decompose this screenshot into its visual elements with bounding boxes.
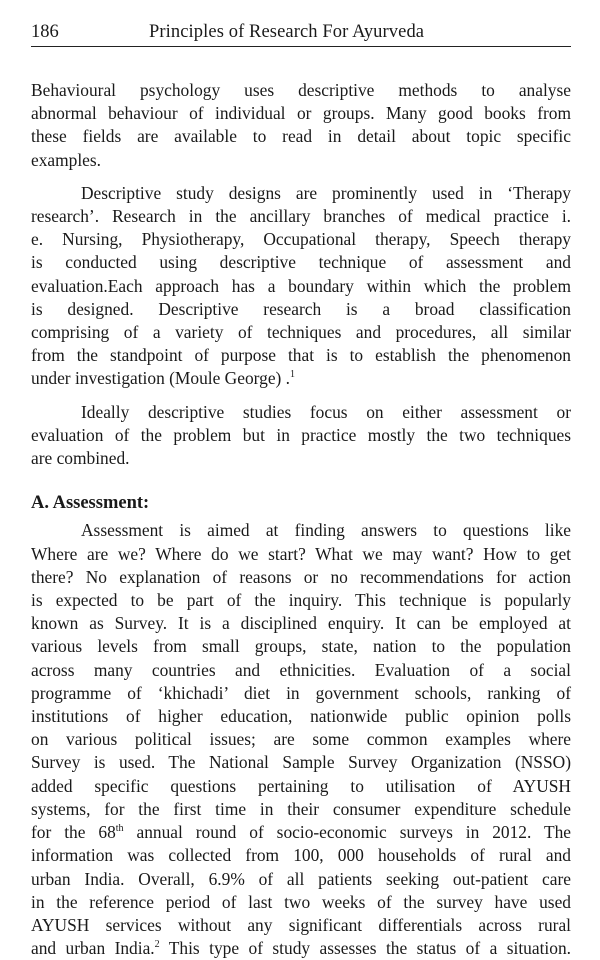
text-line: in the reference period of last two weeks of the survey have used [31, 891, 571, 912]
text-line: various levels from small groups, state, nation to the population [31, 636, 571, 657]
text-line [31, 937, 571, 960]
page [31, 18, 571, 960]
text-line: comprising of a variety of techniques and procedures, all similar [31, 322, 571, 343]
paragraph-descriptive-designs [31, 182, 571, 391]
text-line: Ideally descriptive studies focus on either assessment or [81, 401, 571, 422]
text-line: programme of ‘khichadi’ diet in government schools, ranking of [31, 682, 571, 703]
text-line: systems, for the first time in their consumer expenditure schedule [31, 798, 571, 819]
text-line: Descriptive study designs are prominently used in ‘Therapy [81, 182, 571, 203]
text-line: are combined. [31, 448, 130, 469]
text-line: Behavioural psychology uses descriptive methods to analyse [31, 80, 571, 100]
paragraph-assessment [31, 519, 571, 960]
text-line [31, 367, 571, 390]
text-line: evaluation.Each approach has a boundary within which the problem [31, 275, 571, 296]
footnote-ref: 2 [154, 939, 160, 951]
text-line: examples. [31, 149, 102, 170]
section-heading-assessment: A. Assessment: [31, 493, 150, 514]
body-text [31, 79, 571, 960]
footnote-ref: 1 [290, 369, 296, 381]
text-fragment: This type of study assesses the status of a situation. [159, 938, 572, 959]
ordinal-suffix: th [115, 823, 124, 835]
text-line: is conducted using descriptive technique of assessment and [31, 252, 571, 273]
text-line: across many countries and ethnicities. Evaluation of a social [31, 659, 571, 680]
text-fragment: under investigation (Moule George) . [31, 368, 291, 389]
text-fragment: annual round of socio-economic surveys in 2012. The [123, 822, 571, 843]
text-line: evaluation of the problem but in practice mostly the two techniques [31, 424, 571, 445]
text-fragment: and urban India. [31, 938, 155, 959]
text-line: information was collected from 100, 000 households of rural and [31, 845, 571, 866]
text-line: is designed. Descriptive research is a broad classification [31, 298, 571, 319]
text-line: Survey is used. The National Sample Survey Organization (NSSO) [31, 752, 571, 773]
text-line: Assessment is aimed at finding answers to questions like [81, 520, 571, 541]
text-line: e. Nursing, Physiotherapy, Occupational therapy, Speech therapy [31, 229, 571, 250]
text-line: Where are we? Where do we start? What we may want? How to get [31, 543, 571, 564]
page-header [31, 18, 571, 47]
text-line [31, 821, 571, 844]
text-line: is expected to be part of the inquiry. This technique is popularly [31, 590, 571, 611]
text-fragment: for the 68 [31, 822, 116, 843]
text-line: institutions of higher education, nationwide public opinion polls [31, 706, 571, 727]
text-line: AYUSH services without any significant differentials across rural [31, 914, 571, 935]
text-line: these fields are available to read in detail about topic specific [31, 126, 571, 147]
text-line: abnormal behaviour of individual or groups. Many good books from [31, 103, 571, 124]
running-title: Principles of Research For Ayurveda [149, 22, 425, 42]
paragraph-ideally [31, 401, 571, 471]
text-line: urban India. Overall, 6.9% of all patients seeking out-patient care [31, 868, 571, 889]
page-number: 186 [31, 22, 59, 42]
text-line: known as Survey. It is a disciplined enquiry. It can be employed at [31, 613, 571, 634]
text-line: from the standpoint of purpose that is to establish the phenomenon [31, 345, 571, 366]
text-line: added specific questions pertaining to utilisation of AYUSH [31, 775, 571, 796]
paragraph-behavioural-psychology [31, 79, 571, 172]
text-line: research’. Research in the ancillary branches of medical practice i. [31, 206, 571, 227]
text-line: there? No explanation of reasons or no recommendations for action [31, 566, 571, 587]
text-line: on various political issues; are some common examples where [31, 729, 571, 750]
